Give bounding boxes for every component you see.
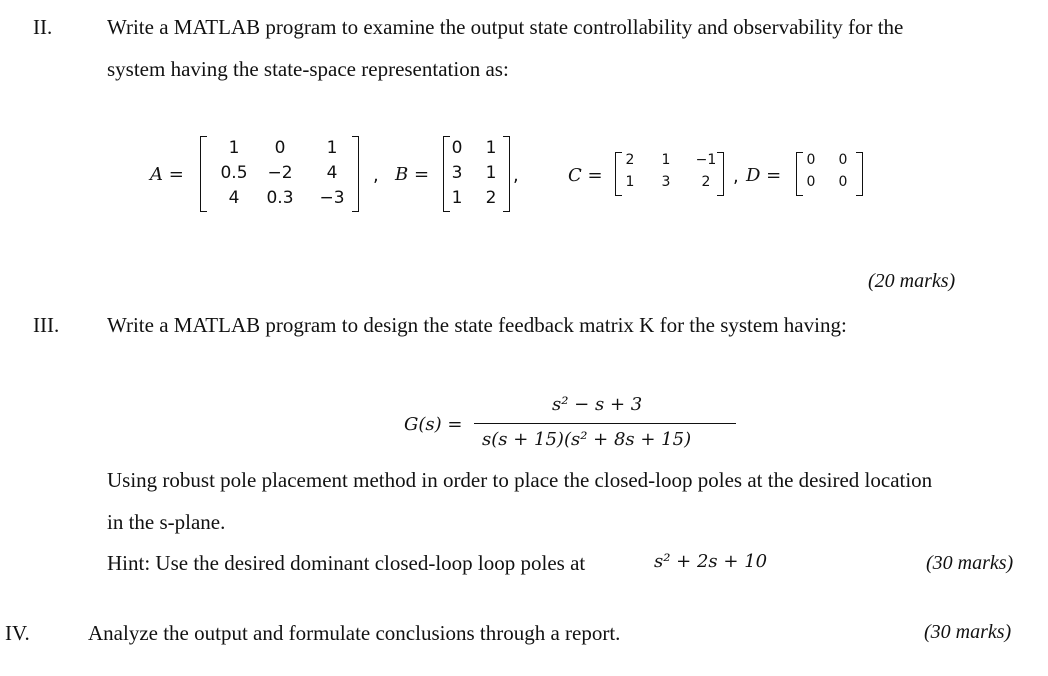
matrix-a-cell: 1 bbox=[228, 138, 240, 158]
matrix-b-cell: 1 bbox=[485, 163, 497, 183]
matrix-c-cell: 2 bbox=[701, 174, 711, 190]
q4-number: IV. bbox=[5, 621, 30, 645]
matrix-c-cell: 1 bbox=[661, 152, 671, 168]
matrix-a-cell: 1 bbox=[326, 138, 338, 158]
matrix-b-cell: 0 bbox=[451, 138, 463, 158]
matrix-c bbox=[615, 152, 725, 198]
matrix-a-cell: 0 bbox=[274, 138, 286, 158]
matrix-d-cell: 0 bbox=[838, 152, 848, 168]
transfer-function-numerator: s² − s + 3 bbox=[552, 394, 643, 415]
q3-text-line3: in the s-plane. bbox=[107, 510, 226, 534]
comma-separator: , bbox=[373, 165, 379, 186]
q3-number: III. bbox=[33, 313, 60, 337]
transfer-function-label: G(s) = bbox=[404, 414, 463, 435]
comma-separator: , bbox=[733, 166, 739, 187]
q3-marks: (30 marks) bbox=[926, 552, 1014, 574]
comma-separator: , bbox=[513, 165, 519, 186]
matrix-b-cell: 2 bbox=[485, 188, 497, 208]
matrix-c-cell: 1 bbox=[625, 174, 635, 190]
q3-hint-polynomial: s² + 2s + 10 bbox=[654, 551, 768, 572]
q3-text-line1: Write a MATLAB program to design the state feedback matrix K for the system having: bbox=[107, 313, 847, 337]
matrix-a-cell: 0.5 bbox=[220, 163, 248, 183]
matrix-a-cell: −3 bbox=[319, 188, 345, 208]
matrix-a-cell: 4 bbox=[326, 163, 338, 183]
matrix-b-cell: 3 bbox=[451, 163, 463, 183]
matrix-b-cell: 1 bbox=[485, 138, 497, 158]
matrix-d bbox=[796, 152, 862, 198]
matrix-c-cell: 3 bbox=[661, 174, 671, 190]
matrix-d-cell: 0 bbox=[806, 152, 816, 168]
q2-number: II. bbox=[33, 15, 53, 39]
matrix-d-cell: 0 bbox=[806, 174, 816, 190]
matrix-c-cell: 2 bbox=[625, 152, 635, 168]
q3-hint: Hint: Use the desired dominant closed-loop loop poles at bbox=[107, 551, 586, 575]
matrix-c-cell: −1 bbox=[695, 152, 717, 168]
transfer-function-denominator: s(s + 15)(s² + 8s + 15) bbox=[482, 429, 692, 450]
matrix-d-label: D = bbox=[746, 165, 782, 186]
q4-text-line1: Analyze the output and formulate conclusions through a report. bbox=[88, 621, 621, 645]
q2-text-line2: system having the state-space representation as: bbox=[107, 57, 509, 81]
fraction-bar bbox=[474, 423, 736, 424]
matrix-c-label: C = bbox=[568, 165, 603, 186]
q2-text-line1: Write a MATLAB program to examine the output state controllability and observability for the bbox=[107, 15, 904, 39]
matrix-a-cell: 4 bbox=[228, 188, 240, 208]
matrix-a-cell: 0.3 bbox=[266, 188, 294, 208]
matrix-a-label: A = bbox=[150, 164, 184, 185]
matrix-a-cell: −2 bbox=[267, 163, 293, 183]
matrix-b-cell: 1 bbox=[451, 188, 463, 208]
matrix-d-cell: 0 bbox=[838, 174, 848, 190]
q3-text-line2: Using robust pole placement method in order to place the closed-loop poles at the desired location bbox=[107, 468, 933, 492]
matrix-a bbox=[200, 136, 360, 214]
matrix-b-label: B = bbox=[395, 164, 430, 185]
q4-marks: (30 marks) bbox=[924, 621, 1012, 643]
q2-marks: (20 marks) bbox=[868, 270, 956, 292]
matrix-b bbox=[443, 136, 513, 214]
